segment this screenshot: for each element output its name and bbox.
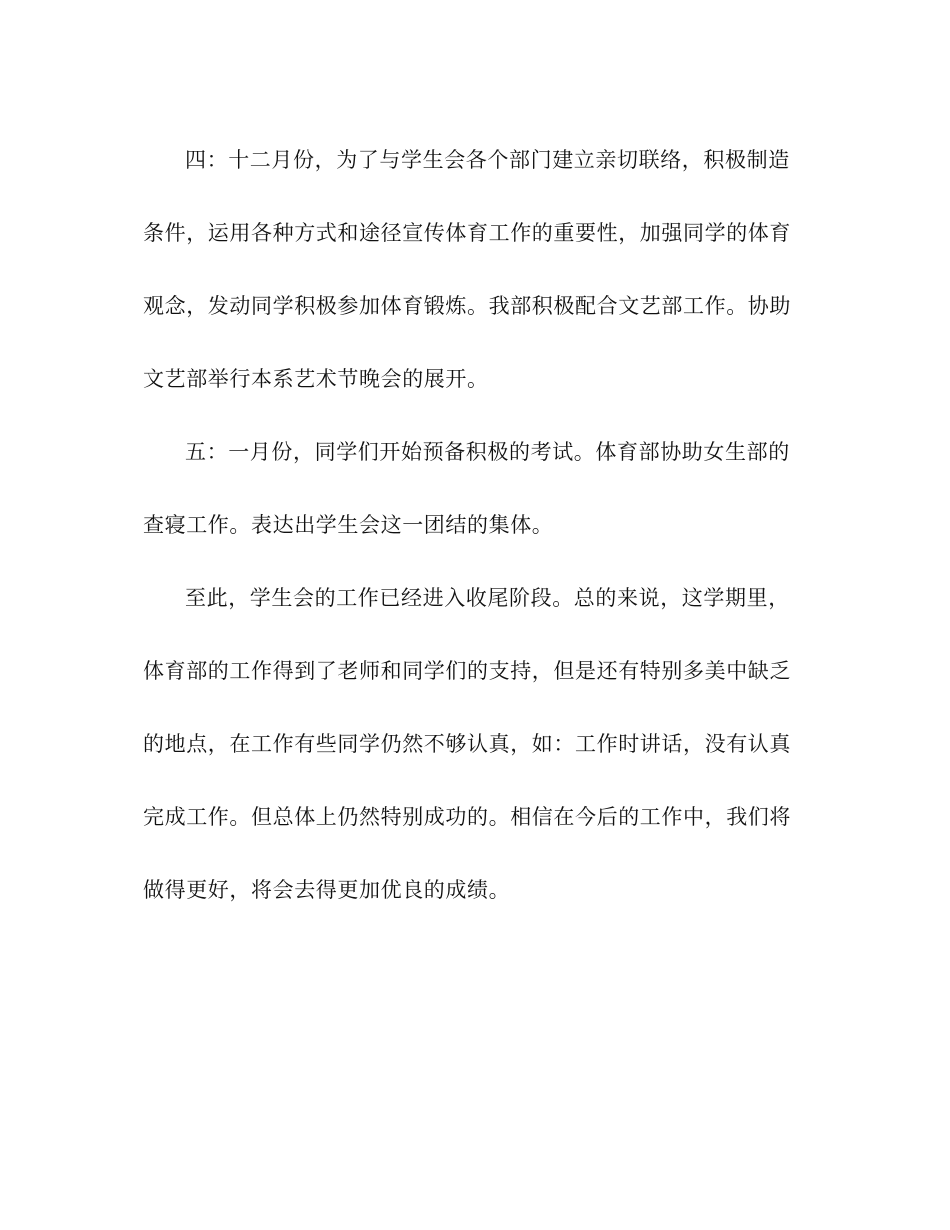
text-line: 文艺部举行本系艺术节晚会的展开。: [143, 367, 489, 391]
text-line: 条件，运用各种方式和途径宣传体育工作的重要性，加强同学的体育: [143, 221, 791, 245]
text-line: 四：十二月份，为了与学生会各个部门建立亲切联络，积极制造: [185, 148, 790, 172]
text-line: 至此，学生会的工作已经进入收尾阶段。总的来说，这学期里，: [185, 586, 790, 610]
text-line: 查寝工作。表达出学生会这一团结的集体。: [143, 513, 554, 537]
document-body: [143, 124, 797, 927]
text-line: 体育部的工作得到了老师和同学们的支持，但是还有特别多美中缺乏: [143, 659, 791, 683]
text-line: 做得更好，将会去得更加优良的成绩。: [143, 878, 511, 902]
paragraph-january: [143, 416, 797, 562]
text-line: 观念，发动同学积极参加体育锻炼。我部积极配合文艺部工作。协助: [143, 294, 791, 318]
paragraph-december: [143, 124, 797, 416]
text-line: 五：一月份，同学们开始预备积极的考试。体育部协助女生部的: [185, 440, 790, 464]
paragraph-summary: [143, 562, 797, 927]
text-line: 的地点，在工作有些同学仍然不够认真，如：工作时讲话，没有认真: [143, 732, 791, 756]
text-line: 完成工作。但总体上仍然特别成功的。相信在今后的工作中，我们将: [143, 805, 791, 829]
